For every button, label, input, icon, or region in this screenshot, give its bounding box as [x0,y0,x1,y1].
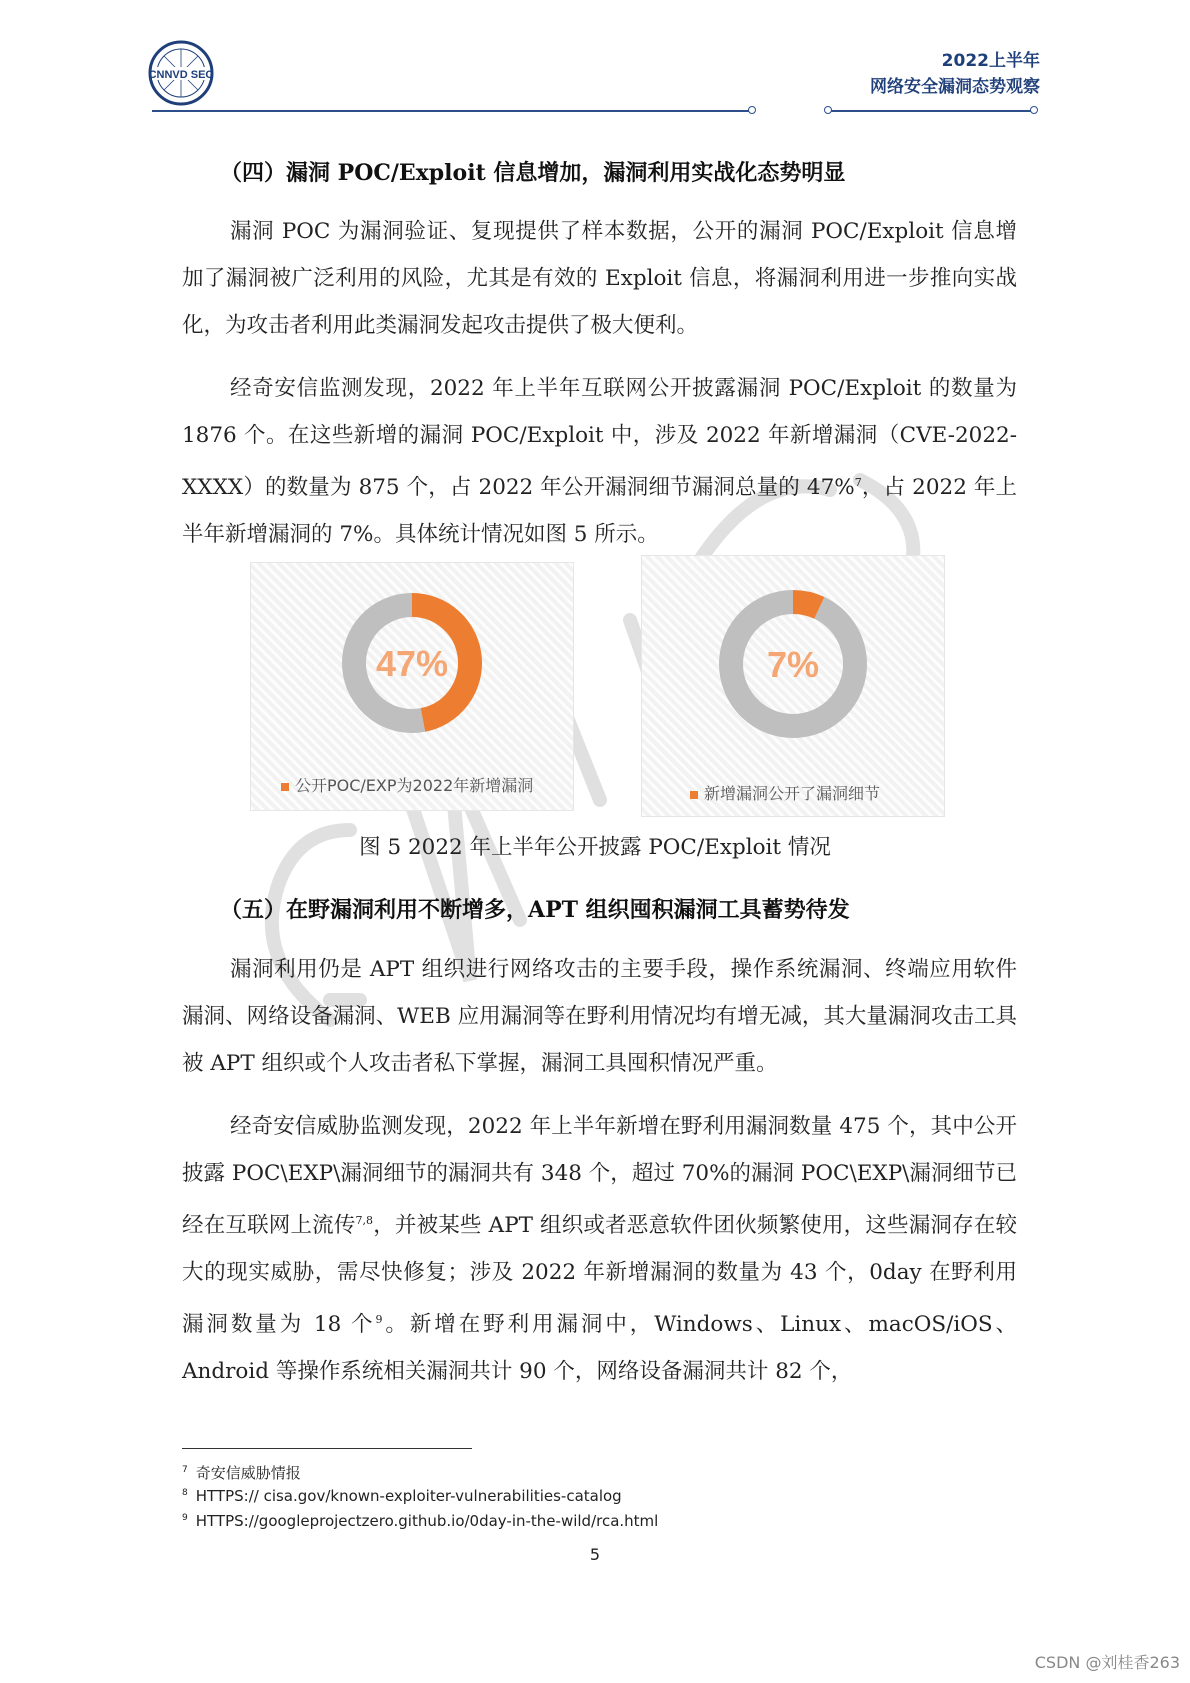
legend-label: 公开POC/EXP为2022年新增漏洞 [295,776,534,795]
legend-swatch [281,783,289,791]
paragraph: 漏洞利用仍是 APT 组织进行网络攻击的主要手段，操作系统漏洞、终端应用软件漏洞、网络设备漏洞、WEB 应用漏洞等在野利用情况均有增无减，其大量漏洞攻击工具被 APT 组织或个人攻击者私下掌握，漏洞工具囤积情况严重。 [182,957,1017,1076]
footnote-divider [182,1448,472,1449]
footnote [182,1487,622,1505]
report-title-year: 2022上半年 [941,51,1040,71]
footnote-ref: 7,8 [355,1214,374,1227]
legend-swatch [690,791,698,799]
donut-center-label: 7% [766,644,820,685]
donut-chart-svg [642,556,944,766]
paragraph-text: 。新增在野利用漏洞中，Windows、Linux、macOS/iOS、Android 等操作系统相关漏洞共计 90 个，网络设备漏洞共计 82 个， [182,1312,1018,1385]
donut-slice-highlight [793,602,819,608]
paragraph-text: 经奇安信监测发现，2022 年上半年互联网公开披露漏洞 POC/Exploit 的数量为 1876 个。在这些新增的漏洞 POC/Exploit 中，涉及 2022 年新增漏洞（CVE-2022-XXXX）的数量为 875 个，占 2022 年公开漏洞细节漏洞总量的 47% [182,376,1017,501]
figure-caption: 图 5 2022 年上半年公开披露 POC/Exploit 情况 [359,835,831,860]
report-title-subject: 网络安全漏洞态势观察 [870,77,1040,97]
legend-label: 新增漏洞公开了漏洞细节 [704,784,881,803]
paragraph-text: 经奇安信威胁监测发现，2022 年上半年新增在野利用漏洞数量 475 个，其中公开披露 POC\EXP\漏洞细节的漏洞共有 348 个，超过 70%的漏洞 POC\EXP\漏洞细节已经在互联网上流传 [182,1114,1017,1239]
header-rule-dot [824,106,832,114]
section4-body [182,208,1017,558]
footnote-ref: 7 [854,476,862,489]
footnote-text[interactable]: HTTPS://googleprojectzero.github.io/0day-in-the-wild/rca.html [195,1512,659,1530]
header-rule-dot [748,106,756,114]
header-rule-left [152,110,752,112]
header-rule-right [828,110,1034,112]
paragraph-text: ，占 2022 年上半年新增漏洞的 7%。具体统计情况如图 5 所示。 [182,475,1017,548]
donut-chart-card [641,555,945,817]
paragraph: 漏洞 POC 为漏洞验证、复现提供了样本数据，公开的漏洞 POC/Exploit 信息增加了漏洞被广泛利用的风险，尤其是有效的 Exploit 信息，将漏洞利用进一步推向实战化，为攻击者利用此类漏洞发起攻击提供了极大便利。 [182,219,1017,338]
csdn-credit: CSDN @刘桂香263 [1034,1653,1180,1672]
paragraph [182,365,1017,558]
donut-center-label: 47% [375,643,449,684]
page-number: 5 [589,1545,601,1564]
footnote-text[interactable]: HTTPS:// cisa.gov/known-exploiter-vulnerabilities-catalog [195,1487,622,1505]
footnote-ref: 9 [375,1313,383,1327]
cnnvd-logo-icon [148,40,214,106]
donut-chart-svg [251,563,573,763]
chart-legend [690,781,880,804]
footnote [182,1512,658,1530]
footnote-number: 8 [182,1488,188,1498]
section4-heading: （四）漏洞 POC/Exploit 信息增加，漏洞利用实战化态势明显 [220,160,846,186]
chart-legend [281,773,533,796]
svg-text:CNNVD SEC: CNNVD SEC [148,69,214,81]
section5-body [182,946,1017,1395]
footnote-number: 9 [182,1513,188,1523]
paragraph-text: ，并被某些 APT 组织或者恶意软件团伙频繁使用，这些漏洞存在较大的现实威胁，需尽快修复；涉及 2022 年新增漏洞的数量为 43 个，0day 在野利用漏洞数量为 18 个 [182,1213,1017,1338]
footnote-text: 奇安信威胁情报 [195,1464,301,1482]
donut-chart-card [250,562,574,811]
report-title [870,48,1040,100]
footnote-number: 7 [182,1465,188,1475]
paragraph [182,1103,1017,1395]
section5-heading: （五）在野漏洞利用不断增多，APT 组织囤积漏洞工具蓄势待发 [220,897,850,923]
footnote [182,1462,301,1483]
header-rule-dot [1030,106,1038,114]
